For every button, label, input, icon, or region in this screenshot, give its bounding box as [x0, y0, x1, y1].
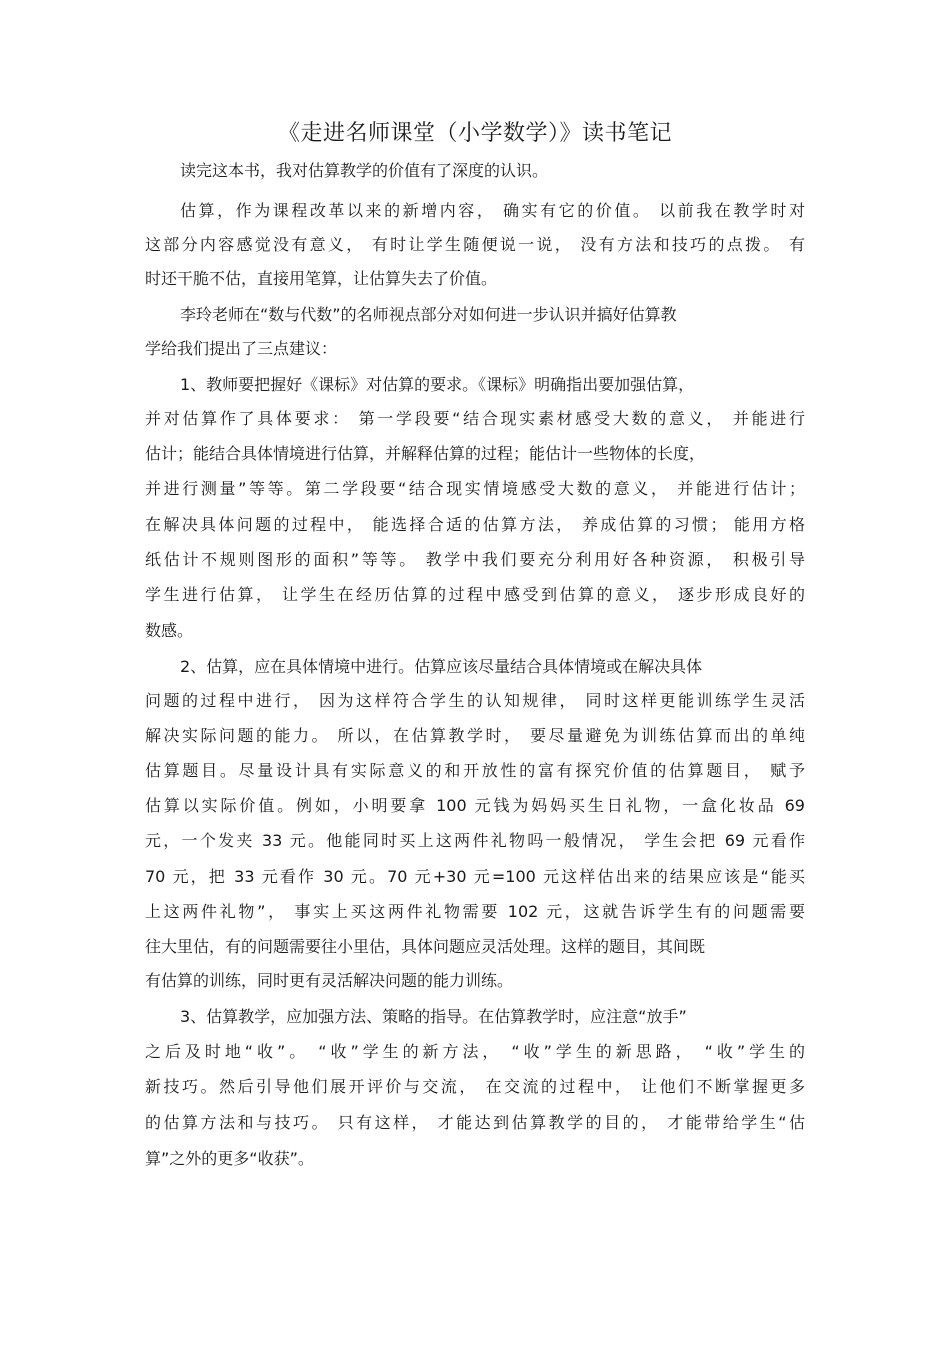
paragraph-line: 估算以实际价值。例如，小明要拿 100 元钱为妈妈买生日礼物，一盒化妆品 69: [145, 796, 805, 815]
paragraph-line: 估算题目。尽量设计具有实际意义的和开放性的富有探究价值的估算题目， 赋予: [145, 761, 805, 780]
paragraph-line: 元，一个发夹 33 元。他能同时买上这两件礼物吗一般情况， 学生会把 69 元看作: [145, 831, 805, 850]
paragraph-line: 时还干脆不估，直接用笔算，让估算失去了价值。: [145, 269, 498, 288]
paragraph-line: 2、估算，应在具体情境中进行。估算应该尽量结合具体情境或在解决具体: [180, 657, 703, 676]
paragraph-line: 李玲老师在“数与代数”的名师视点部分对如何进一步认识并搞好估算教: [180, 305, 677, 324]
paragraph-line: 纸估计不规则图形的面积”等等。 教学中我们要充分利用好各种资源， 积极引导: [145, 550, 805, 569]
paragraph-line: 这部分内容感觉没有意义， 有时让学生随便说一说， 没有方法和技巧的点拨。 有: [145, 235, 805, 254]
paragraph-line: 之后及时地“收”。 “收”学生的新方法， “收”学生的新思路， “收”学生的: [145, 1042, 805, 1061]
paragraph-line: 数感。: [145, 621, 194, 640]
paragraph-line: 解决实际问题的能力。 所以，在估算教学时， 要尽量避免为训练估算而出的单纯: [145, 726, 805, 745]
paragraph-line: 新技巧。然后引导他们展开评价与交流， 在交流的过程中， 让他们不断掌握更多: [145, 1077, 805, 1096]
paragraph-line: 往大里估，有的问题需要往小里估，具体问题应灵活处理。这样的题目，其间既: [145, 937, 706, 956]
paragraph-line: 算”之外的更多“收获”。: [145, 1149, 314, 1168]
paragraph-line: 70 元，把 33 元看作 30 元。70 元+30 元=100 元这样估出来的结果应该是“能买: [145, 867, 805, 886]
paragraph-line: 学给我们提出了三点建议：: [145, 339, 338, 358]
paragraph-line: 估计；能结合具体情境进行估算，并解释估算的过程；能估计一些物体的长度，: [145, 444, 706, 463]
paragraph-line: 问题的过程中进行， 因为这样符合学生的认知规律， 同时这样更能训练学生灵活: [145, 691, 805, 710]
paragraph-line: 读完这本书，我对估算教学的价值有了深度的认识。: [180, 161, 549, 180]
paragraph-line: 上这两件礼物”， 事实上买这两件礼物需要 102 元，这就告诉学生有的问题需要: [145, 902, 805, 921]
paragraph-line: 估算，作为课程改革以来的新增内容， 确实有它的价值。 以前我在教学时对: [180, 201, 805, 220]
paragraph-line: 的估算方法和与技巧。 只有这样， 才能达到估算教学的目的， 才能带给学生“估: [145, 1113, 805, 1132]
paragraph-line: 并对估算作了具体要求： 第一学段要“结合现实素材感受大数的意义， 并能进行: [145, 409, 805, 428]
paragraph-line: 3、估算教学，应加强方法、策略的指导。在估算教学时，应注意“放手”: [180, 1007, 687, 1026]
paragraph-line: 在解决具体问题的过程中， 能选择合适的估算方法， 养成估算的习惯； 能用方格: [145, 515, 805, 534]
document-title: 《走进名师课堂（小学数学）》读书笔记: [277, 121, 672, 146]
paragraph-line: 1、教师要把握好《课标》对估算的要求。《课标》明确指出要加强估算，: [180, 375, 695, 394]
paragraph-line: 有估算的训练，同时更有灵活解决问题的能力训练。: [145, 971, 514, 990]
paragraph-line: 并进行测量”等等。第二学段要“结合现实情境感受大数的意义， 并能进行估计；: [145, 479, 805, 498]
paragraph-line: 学生进行估算， 让学生在经历估算的过程中感受到估算的意义， 逐步形成良好的: [145, 585, 805, 604]
